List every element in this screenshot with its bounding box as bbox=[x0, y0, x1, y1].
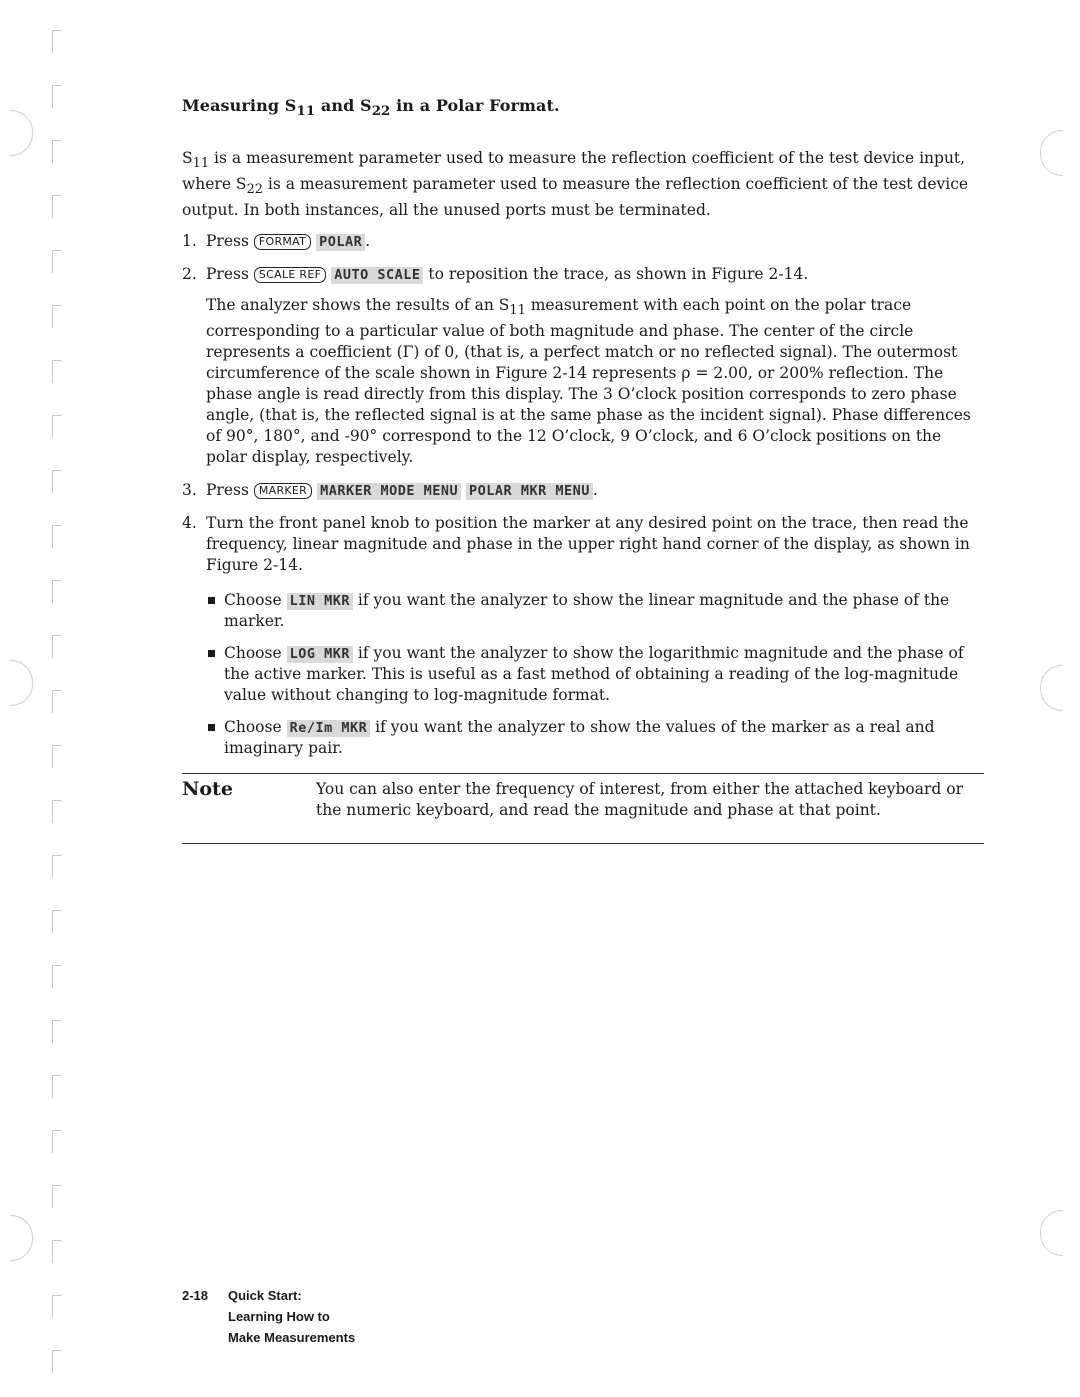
re-im-mkr-softkey[interactable]: Re/Im MKR bbox=[287, 720, 371, 737]
format-key[interactable]: FORMAT bbox=[254, 234, 311, 250]
list-item: Choose Re/Im MKR if you want the analyzer to show the values of the marker as a real and imaginary pair. bbox=[206, 717, 982, 759]
polar-softkey[interactable]: POLAR bbox=[316, 234, 365, 251]
step-3: 3. Press MARKER MARKER MODE MENU POLAR MKR MENU . bbox=[182, 481, 598, 500]
lin-mkr-softkey[interactable]: LIN MKR bbox=[287, 593, 353, 610]
list-item: Choose LIN MKR if you want the analyzer to show the linear magnitude and the phase of the marker. bbox=[206, 590, 982, 632]
bullet-icon bbox=[208, 597, 215, 604]
step-4: 4. Turn the front panel knob to position the marker at any desired point on the trace, then read the frequency, linear magnitude and phase in the upper right hand corner of the display, as shown in Figure 2-14. Choose LIN MKR if you want the analyzer to show the linear magnitude and the phase of the marker. Choose LOG MKR if you want the analyzer to show the logarithmic magnitude and the phase of the active marker. This is useful as a fast method of obtaining a reading of the log-magnitude value without changing to log-magnitude format. Choose Re/Im MKR if you want the analyzer to show the values of the marker as a real and imaginary pair. bbox=[182, 513, 982, 759]
page-footer bbox=[182, 1285, 355, 1348]
polar-mkr-menu-softkey[interactable]: POLAR MKR MENU bbox=[466, 483, 593, 500]
bullet-icon bbox=[208, 724, 215, 731]
auto-scale-softkey[interactable]: AUTO SCALE bbox=[331, 267, 423, 284]
marker-key[interactable]: MARKER bbox=[254, 483, 312, 499]
scale-ref-key[interactable]: SCALE REF bbox=[254, 267, 326, 283]
page-content bbox=[182, 96, 982, 844]
note-text: You can also enter the frequency of interest, from either the attached keyboard or the numeric keyboard, and read the magnitude and phase at that point. bbox=[316, 780, 963, 820]
marker-mode-menu-softkey[interactable]: MARKER MODE MENU bbox=[317, 483, 461, 500]
step-1: 1. Press FORMAT POLAR . bbox=[182, 232, 371, 251]
note-label: Note bbox=[182, 778, 233, 801]
page-number: 2-18 bbox=[182, 1288, 209, 1303]
note-box bbox=[182, 773, 984, 844]
intro-paragraph: $S_{11}$ is a measurement parameter used to measure the reflection coefficient of the test device input, where $S_{22}$ is a measurement parameter used to measure the reflection coefficient of the test device output. In both instances, all the unused ports must be terminated. bbox=[182, 149, 969, 220]
footer-section-line2: Make Measurements bbox=[228, 1330, 356, 1345]
step-2-explanation: The analyzer shows the results of an $S_{11}$ measurement with each point on the polar trace corresponding to a particular value of both magnitude and phase. The center of the circle represents a coefficient (Γ) of 0, (that is, a perfect match or no reflected signal). The outermost circumference of the scale shown in Figure 2-14 represents ρ = 2.00, or 200% reflection. The phase angle is read directly from this display. The 3 O’clock position corresponds to zero phase angle, (that is, the reflected signal is at the same phase as the incident signal). Phase differences of 90°, 180°, and -90° correspond to the 12 O’clock, 9 O’clock, and 6 O’clock positions on the polar display, respectively. bbox=[206, 296, 971, 467]
footer-chapter: Quick Start: bbox=[228, 1288, 302, 1303]
section-heading: Measuring $S_{11}$ and $S_{22}$ in a Polar Format. bbox=[182, 96, 560, 120]
marker-options-list bbox=[206, 590, 982, 759]
bullet-icon bbox=[208, 650, 215, 657]
list-item: Choose LOG MKR if you want the analyzer to show the logarithmic magnitude and the phase of the active marker. This is useful as a fast method of obtaining a reading of the log-magnitude value without changing to log-magnitude format. bbox=[206, 643, 982, 706]
footer-section-line1: Learning How to bbox=[228, 1309, 330, 1324]
step-2: 2. Press SCALE REF AUTO SCALE to reposition the trace, as shown in Figure 2-14. The analyzer shows the results of an $S_{11}$ measurement with each point on the polar trace corresponding to a particular value of both magnitude and phase. The center of the circle represents a coefficient (Γ) of 0, (that is, a perfect match or no reflected signal). The outermost circumference of the scale shown in Figure 2-14 represents ρ = 2.00, or 200% reflection. The phase angle is read directly from this display. The 3 O’clock position corresponds to zero phase angle, (that is, the reflected signal is at the same phase as the incident signal). Phase differences of 90°, 180°, and -90° correspond to the 12 O’clock, 9 O’clock, and 6 O’clock positions on the polar display, respectively. bbox=[182, 264, 982, 468]
log-mkr-softkey[interactable]: LOG MKR bbox=[287, 646, 353, 663]
